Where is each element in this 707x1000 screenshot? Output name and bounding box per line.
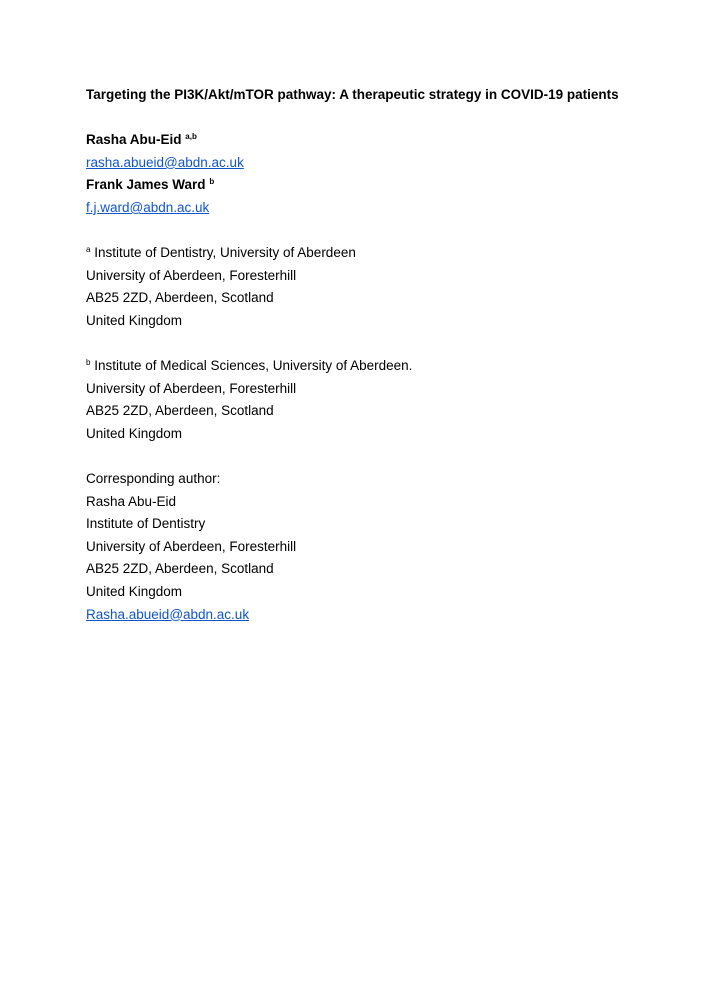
corresponding-email bbox=[86, 604, 676, 627]
affiliation-line: University of Aberdeen, Foresterhill bbox=[86, 380, 297, 396]
affiliation-b bbox=[86, 355, 676, 445]
title-page-content bbox=[86, 84, 676, 626]
corresponding-author bbox=[86, 468, 676, 626]
affiliation-mark: b bbox=[86, 358, 91, 368]
author-email bbox=[86, 197, 676, 220]
spacer bbox=[86, 333, 676, 356]
affiliation-line: $^b$ Institute of Medical Sciences, University of Aberdeen. bbox=[86, 358, 413, 374]
corresponding-heading: Corresponding author: bbox=[86, 471, 221, 487]
author-email-link[interactable]: rasha.abueid@abdn.ac.uk bbox=[86, 154, 244, 170]
spacer bbox=[86, 220, 676, 243]
spacer bbox=[86, 446, 676, 469]
corresponding-email-link[interactable]: Rasha.abueid@abdn.ac.uk bbox=[86, 606, 250, 622]
affiliation-line: AB25 2ZD, Aberdeen, Scotland bbox=[86, 403, 274, 419]
paper-title: Targeting the PI3K/Akt/mTOR pathway: A therapeutic strategy in COVID-19 patients bbox=[86, 87, 619, 102]
author-affiliation-mark: a,b bbox=[185, 132, 197, 142]
author-name: Frank James Ward $^b$ bbox=[86, 177, 215, 193]
author-name: Rasha Abu-Eid $^{a,b}$ bbox=[86, 132, 197, 148]
affiliation-line: $^a$ Institute of Dentistry, University of Aberdeen bbox=[86, 245, 356, 261]
affiliation-mark: a bbox=[86, 245, 91, 255]
corresponding-line: Institute of Dentistry bbox=[86, 516, 206, 532]
corresponding-line: AB25 2ZD, Aberdeen, Scotland bbox=[86, 561, 274, 577]
author-affiliation-mark: b bbox=[209, 177, 215, 187]
author-email bbox=[86, 152, 676, 175]
corresponding-line: United Kingdom bbox=[86, 584, 183, 600]
affiliation-line: United Kingdom bbox=[86, 312, 183, 328]
corresponding-line: University of Aberdeen, Foresterhill bbox=[86, 538, 297, 554]
affiliation-line: United Kingdom bbox=[86, 425, 183, 441]
corresponding-line: Rasha Abu-Eid bbox=[86, 493, 177, 509]
affiliation-line: University of Aberdeen, Foresterhill bbox=[86, 267, 297, 283]
affiliation-line: AB25 2ZD, Aberdeen, Scotland bbox=[86, 290, 274, 306]
affiliation-a bbox=[86, 242, 676, 332]
author-email-link[interactable]: f.j.ward@abdn.ac.uk bbox=[86, 199, 210, 215]
